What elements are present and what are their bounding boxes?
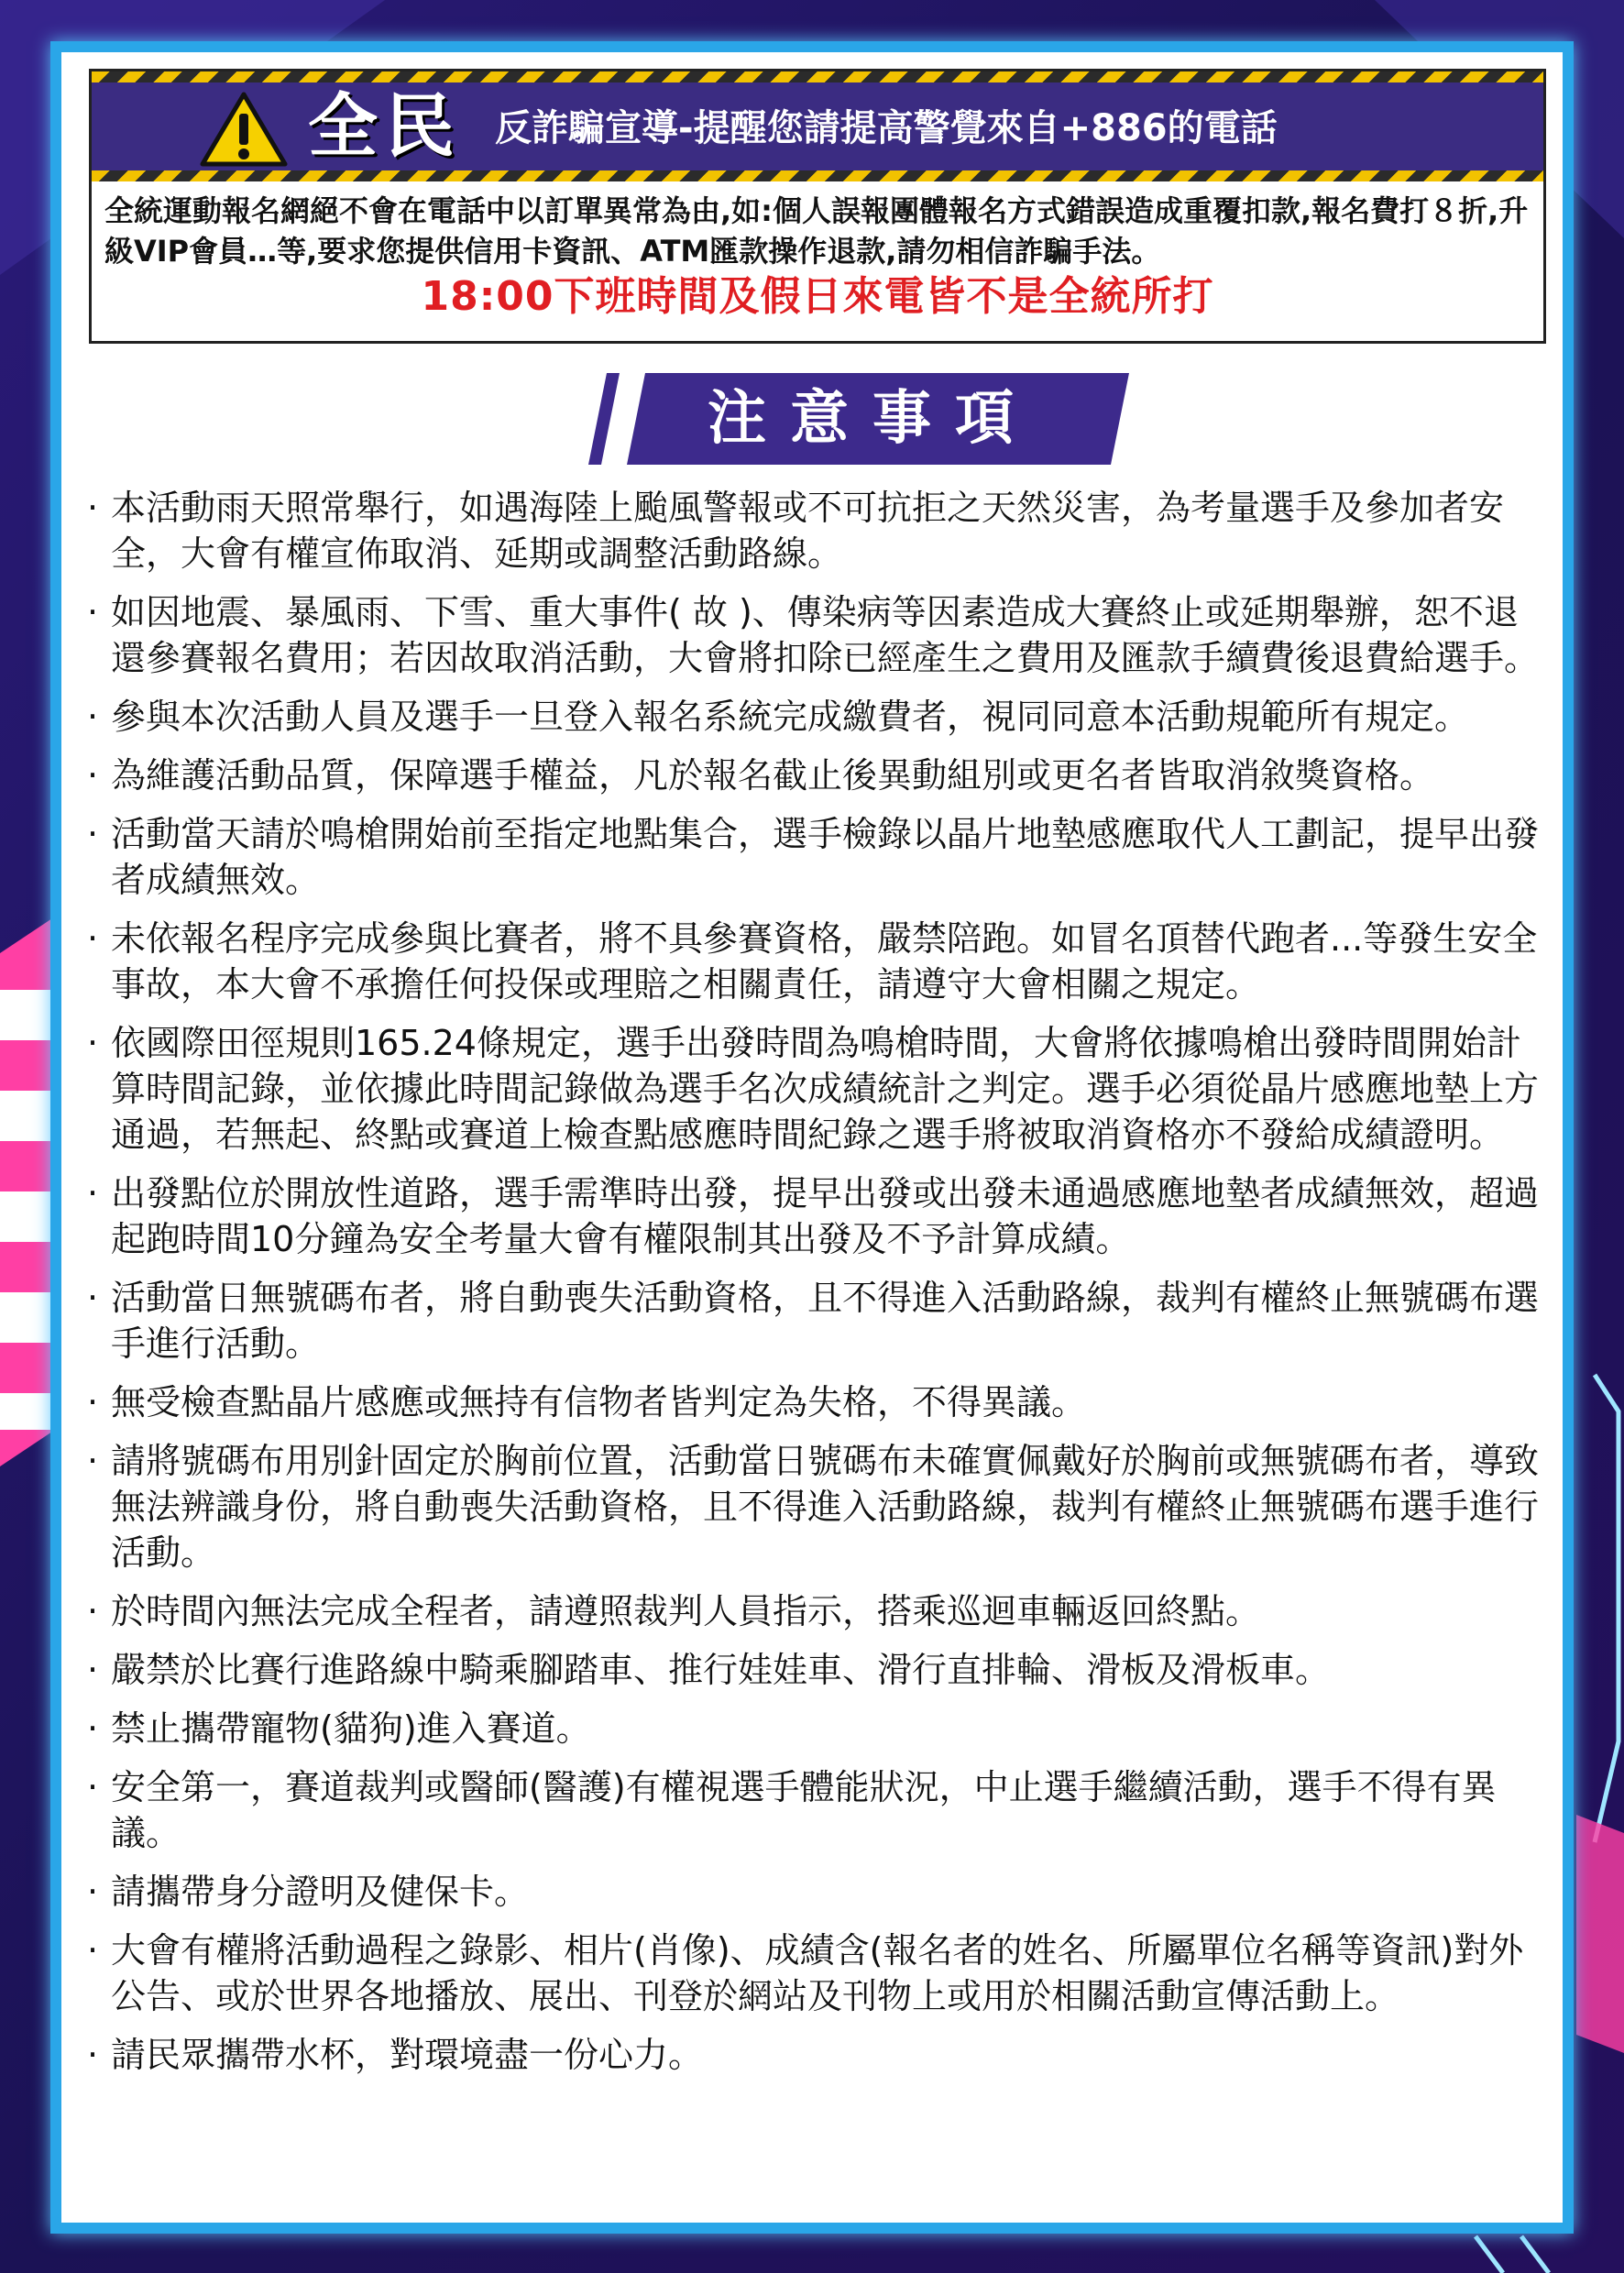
rule-item [78,1869,1544,1915]
checkered-flag-left [0,917,55,1466]
rule-text: 安全第一，賽道裁判或醫師(醫護)有權視選手體能狀況，中止選手繼續活動，選手不得有異議。 [111,1767,1497,1853]
rule-text: 依國際田徑規則165.24條規定，選手出發時間為鳴槍時間，大會將依據鳴槍出發時間開始計算時間記錄，並依據此時間記錄做為選手名次成績統計之判定。選手必須從晶片感應地墊上方通過，若無起、終點或賽道上檢查點感應時間紀錄之選手將被取消資格亦不發給成績證明。 [111,1023,1540,1155]
rule-item [78,916,1544,1007]
rule-item [78,1647,1544,1693]
warning-triangle-icon [200,92,288,167]
rule-text: 出發點位於開放性道路，選手需準時出發，提早出發或出發未通過感應地墊者成績無效，超過起跑時間10分鐘為安全考量大會有權限制其出發及不予計算成績。 [111,1173,1540,1259]
rule-text: 請民眾攜帶水杯，對環境盡一份心力。 [111,2035,704,2075]
bullet-dot: · [86,1767,99,1807]
bullet-dot: · [86,488,99,528]
hazard-stripe-bottom [92,170,1543,181]
bullet-dot: · [86,1023,99,1063]
rule-item [78,1379,1544,1425]
rule-item [78,752,1544,798]
rule-item [78,1927,1544,2019]
rule-text: 活動當日無號碼布者，將自動喪失活動資格，且不得進入活動路線，裁判有權終止無號碼布選手進行活動。 [111,1278,1540,1364]
rule-item [78,1438,1544,1576]
rule-item [78,1275,1544,1367]
rule-text: 請將號碼布用別針固定於胸前位置，活動當日號碼布未確實佩戴好於胸前或無號碼布者，導致無法辨識身份，將自動喪失活動資格，且不得進入活動路線，裁判有權終止無號碼布選手進行活動。 [111,1441,1540,1573]
section-title: 注意事項 [708,385,1037,453]
rule-text: 如因地震、暴風雨、下雪、重大事件( 故 )、傳染病等因素造成大賽終止或延期舉辦，恕不退還參賽報名費用；若因故取消活動，大會將扣除已經產生之費用及匯款手續費後退費給選手。 [111,592,1540,678]
rule-item [78,485,1544,576]
section-title-banner [579,373,1129,465]
brand-label: 全民 [308,85,462,167]
bullet-dot: · [86,1591,99,1631]
bullet-dot: · [86,1708,99,1749]
rule-text: 請攜帶身分證明及健保卡。 [111,1872,530,1912]
rule-text: 未依報名程序完成參與比賽者，將不具參賽資格，嚴禁陪跑。如冒名頂替代跑者...等發生安全事故，本大會不承擔任何投保或理賠之相關責任，請遵守大會相關之規定。 [111,918,1538,1005]
rule-text: 參與本次活動人員及選手一旦登入報名系統完成繳費者，視同同意本活動規範所有規定。 [111,697,1470,737]
bullet-dot: · [86,918,99,959]
rule-item [78,1170,1544,1262]
rule-text: 活動當天請於鳴槍開始前至指定地點集合，選手檢錄以晶片地墊感應取代人工劃記，提早出發者成績無效。 [111,814,1540,900]
rule-item [78,2032,1544,2078]
bullet-dot: · [86,1173,99,1213]
rule-text: 於時間內無法完成全程者，請遵照裁判人員指示，搭乘巡迴車輛返回終點。 [111,1591,1261,1631]
rule-text: 大會有權將活動過程之錄影、相片(肖像)、成績含(報名者的姓名、所屬單位名稱等資訊)對外公告、或於世界各地播放、展出、刊登於網站及刊物上或用於相關活動宣傳活動上。 [111,1930,1524,2016]
rule-text: 本活動雨天照常舉行，如遇海陸上颱風警報或不可抗拒之天然災害，為考量選手及參加者安全，大會有權宣佈取消、延期或調整活動路線。 [111,488,1505,574]
hazard-stripe-top [92,71,1543,82]
rule-item [78,694,1544,740]
rule-item [78,1020,1544,1158]
rule-text: 禁止攜帶寵物(貓狗)進入賽道。 [111,1708,591,1749]
rule-item [78,811,1544,903]
rule-text: 無受檢查點晶片感應或無持有信物者皆判定為失格，不得異議。 [111,1382,1087,1422]
bullet-dot: · [86,1382,99,1422]
bullet-dot: · [86,1278,99,1318]
rule-item [78,1764,1544,1856]
bullet-dot: · [86,2035,99,2075]
bullet-dot: · [86,1872,99,1912]
bullet-dot: · [86,697,99,737]
alert-red-warning: 18:00下班時間及假日來電皆不是全統所打 [421,273,1214,320]
rule-item [78,589,1544,681]
anti-fraud-alert [89,69,1546,344]
bullet-dot: · [86,1650,99,1690]
rules-list [78,485,1544,2091]
alert-header [92,71,1543,181]
bullet-dot: · [86,1930,99,1971]
rule-text: 為維護活動品質，保障選手權益，凡於報名截止後異動組別或更名者皆取消敘獎資格。 [111,755,1435,796]
bullet-dot: · [86,592,99,632]
notice-card [50,41,1574,2234]
rule-item [78,1588,1544,1634]
alert-headline: 反詐騙宣導-提醒您請提高警覺來自+886的電話 [495,107,1278,149]
bullet-dot: · [86,814,99,854]
rule-text: 嚴禁於比賽行進路線中騎乘腳踏車、推行娃娃車、滑行直排輪、滑板及滑板車。 [111,1650,1331,1690]
rule-item [78,1706,1544,1751]
bullet-dot: · [86,1441,99,1481]
alert-body-text: 全統運動報名網絕不會在電話中以訂單異常為由,如:個人誤報團體報名方式錯誤造成重覆扣款,報名費打８折,升級VIP會員…等,要求您提供信用卡資訊、ATM匯款操作退款,請勿相信詐騙手法。 [104,193,1529,269]
bullet-dot: · [86,755,99,796]
